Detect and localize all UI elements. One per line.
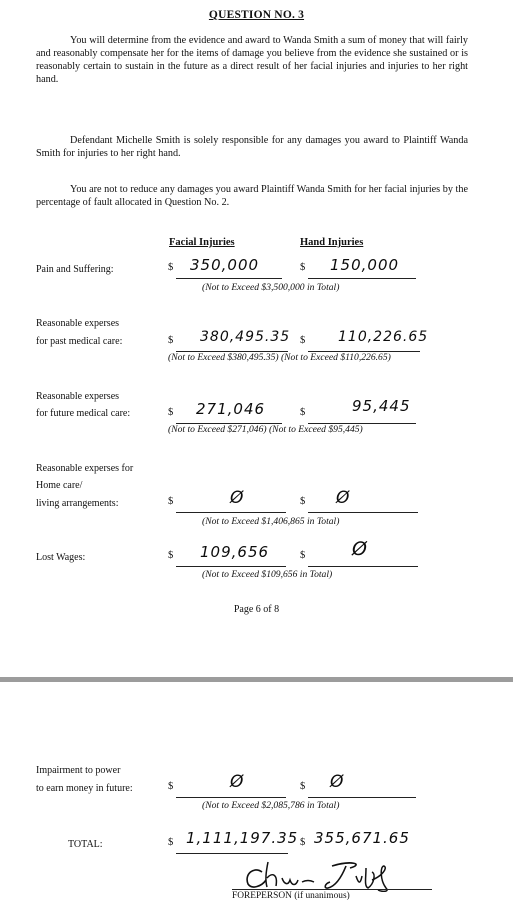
currency-symbol: $ [168, 781, 174, 792]
facial-amount-home-care: Ø [230, 488, 245, 508]
hand-amount-home-care: Ø [336, 488, 351, 508]
currency-symbol: $ [300, 335, 306, 346]
row-label-home-care-3: living arrangements: [36, 498, 119, 509]
total-label: TOTAL: [68, 839, 103, 850]
hand-total-amount: 355,671.65 [314, 829, 410, 847]
row-label-future-medical: Reasonable experses [36, 391, 120, 402]
page-gap [0, 665, 513, 685]
row-label-impairment-2: to earn money in future: [36, 783, 133, 794]
currency-symbol: $ [168, 496, 174, 507]
row-label-pain-suffering: Pain and Suffering: [36, 264, 114, 275]
currency-symbol: $ [168, 407, 174, 418]
instruction-paragraph-2: Defendant Michelle Smith is solely responsible for any damages you award to Plaintiff Wanda Smith for injuries to her right hand. [36, 135, 468, 159]
facial-amount-pain-suffering: 350,000 [190, 256, 260, 274]
facial-amount-lost-wages: 109,656 [200, 543, 270, 561]
row-label-impairment: Impairment to power [36, 765, 121, 776]
currency-symbol: $ [168, 262, 174, 273]
column-header-hand: Hand Injuries [300, 237, 364, 248]
facial-amount-impairment: Ø [230, 772, 245, 792]
row-label-past-medical: Reasonable experses [36, 318, 120, 329]
hand-amount-blank [308, 496, 418, 513]
foreperson-signature [232, 858, 432, 892]
limit-note-pain-suffering: (Not to Exceed $3,500,000 in Total) [202, 282, 340, 293]
question-title: QUESTION NO. 3 [208, 9, 305, 21]
hand-amount-impairment: Ø [330, 772, 345, 792]
facial-amount-past-medical: 380,495.35 [200, 329, 291, 345]
instruction-paragraph-3: You are not to reduce any damages you award Plaintiff Wanda Smith for her facial injuries by the percentage of fault allocated in Question No. 2. [36, 184, 468, 208]
hand-amount-blank [308, 781, 416, 798]
limit-note-lost-wages: (Not to Exceed $109,656 in Total) [202, 569, 333, 580]
currency-symbol: $ [168, 550, 174, 561]
currency-symbol: $ [300, 496, 306, 507]
page-divider [0, 677, 513, 682]
currency-symbol: $ [300, 262, 306, 273]
hand-amount-past-medical: 110,226.65 [338, 329, 429, 345]
currency-symbol: $ [168, 837, 174, 848]
row-label-future-medical-2: for future medical care: [36, 408, 131, 419]
currency-symbol: $ [300, 550, 306, 561]
row-label-home-care-2: Home care/ [36, 480, 83, 491]
currency-symbol: $ [300, 781, 306, 792]
row-label-lost-wages: Lost Wages: [36, 552, 86, 563]
limit-note-future-medical: (Not to Exceed $271,046) (Not to Exceed $95,445) [168, 424, 363, 435]
hand-amount-pain-suffering: 150,000 [330, 256, 400, 274]
column-header-facial: Facial Injuries [169, 237, 235, 248]
row-label-home-care: Reasonable experses for [36, 463, 134, 474]
currency-symbol: $ [168, 335, 174, 346]
currency-symbol: $ [300, 407, 306, 418]
page-number: Page 6 of 8 [233, 604, 280, 615]
row-label-past-medical-2: for past medical care: [36, 336, 123, 347]
foreperson-caption: FOREPERSON (if unanimous) [232, 891, 350, 901]
facial-total-amount: 1,111,197.35 [186, 829, 299, 847]
currency-symbol: $ [300, 837, 306, 848]
facial-amount-future-medical: 271,046 [196, 400, 266, 418]
signature-line [232, 889, 432, 890]
limit-note-past-medical: (Not to Exceed $380,495.35) (Not to Exceed $110,226.65) [168, 352, 391, 363]
hand-amount-lost-wages: Ø [352, 538, 368, 560]
instruction-paragraph-1: You will determine from the evidence and award to Wanda Smith a sum of money that will fairly and reasonably compensate her for the items of damage you believe from the evidence she sustained or is reasonably certain to sustain in the future as a direct result of her facial injuries and injuries to her right hand. [36, 35, 468, 85]
limit-note-impairment: (Not to Exceed $2,085,786 in Total) [202, 800, 340, 811]
hand-amount-future-medical: 95,445 [352, 397, 411, 415]
limit-note-home-care: (Not to Exceed $1,406,865 in Total) [202, 516, 340, 527]
